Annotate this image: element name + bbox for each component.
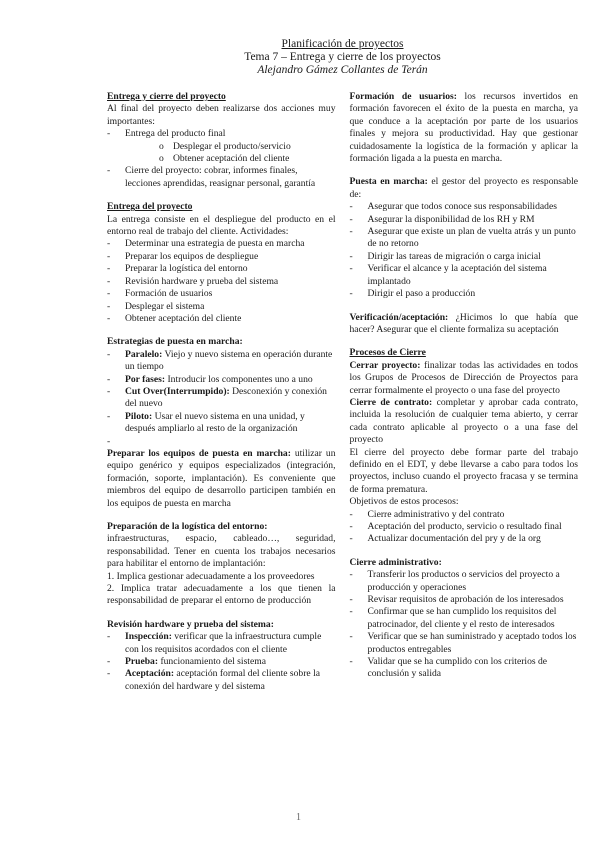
stray-dash: - [107, 435, 111, 447]
list-item: o Desplegar el producto/servicio [159, 141, 336, 153]
list-item: - Revisión hardware y prueba del sistema [107, 276, 336, 288]
list-item: - Desplegar el sistema [107, 301, 336, 313]
list-item: - Confirmar que se han cumplido los requisitos del patrocinador, del cliente y el resto de interesados [350, 606, 579, 631]
list-item: - Cierre del proyecto: cobrar, informes finales, lecciones aprendidas, reasignar personal, garantía [107, 165, 336, 190]
section-heading: Cierre administrativo: [349, 556, 442, 568]
list-item: - Entrega del producto final o Desplegar el producto/servicio o Obtener aceptación del cliente [107, 128, 336, 165]
list-item: - Aceptación: aceptación formal del cliente sobre la conexión del hardware y del sistema [107, 668, 336, 693]
bullet-list [107, 128, 336, 190]
bullet-list [350, 509, 579, 546]
list-item: - Cut Over(Interrumpido): Desconexión y conexión del nuevo [107, 386, 336, 411]
list-item: - Asegurar que todos conoce sus responsabilidades [350, 201, 579, 213]
two-column-body [107, 91, 578, 693]
paragraph: Formación de usuarios: los recursos invertidos en formación favorecen el éxito de la puesta en marcha, ya que conduce a la aceptación por parte de los usuarios finales y mejora su productividad. Hay que gestionar cuidadosamente la logística de la formación y aplicar la formación ligada a la puesta en marcha. [349, 91, 578, 165]
list-item: - Formación de usuarios [107, 288, 336, 300]
page-number: 1 [296, 812, 301, 823]
list-item: - Actualizar documentación del pry y de la org [350, 533, 579, 545]
right-column [350, 91, 579, 693]
paragraph: Cerrar proyecto: finalizar todas las actividades en todos los Grupos de Procesos de Dirección de Proyectos para cerrar formalmente el proyecto o una fase del proyecto [349, 359, 578, 396]
paragraph: Verificación/aceptación: ¿Hicimos lo que había que hacer? Asegurar que el cliente formaliza su aceptación [349, 311, 578, 335]
paragraph: Al final del proyecto deben realizarse dos acciones muy importantes: [107, 103, 336, 127]
list-item: - Obtener aceptación del cliente [107, 313, 336, 325]
list-item: - Preparar los equipos de despliegue [107, 251, 336, 263]
list-item: - Determinar una estrategia de puesta en marcha [107, 238, 336, 250]
list-item: - Dirigir el paso a producción [350, 288, 579, 300]
list-item: - Revisar requisitos de aprobación de los interesados [350, 594, 579, 606]
paragraph: Objetivos de estos procesos: [349, 496, 459, 508]
document-author: Alejandro Gámez Collantes de Terán [257, 64, 428, 76]
bullet-list [107, 238, 336, 325]
list-item: - Inspección: verificar que la infraestructura cumple con los requisitos acordados con el cliente [107, 631, 336, 656]
sub-list [125, 141, 336, 166]
list-item: - Aceptación del producto, servicio o resultado final [350, 521, 579, 533]
section-heading: Preparación de la logística del entorno: [107, 521, 268, 532]
list-item: - Piloto: Usar el nuevo sistema en una unidad, y después ampliarlo al resto de la organización [107, 411, 336, 436]
list-item: o Obtener aceptación del cliente [159, 153, 336, 165]
list-item: - Preparar la logística del entorno [107, 263, 336, 275]
left-column [107, 91, 336, 693]
document-title: Planificación de proyectos [281, 38, 404, 50]
paragraph: Cierre de contrato: completar y aprobar cada contrato, incluida la resolución de cualquier tema abierto, y cerrar cada contrato aplicable al proyecto o a una fase del proyecto [349, 396, 578, 446]
list-item: - Verificar el alcance y la aceptación del sistema implantado [350, 263, 579, 288]
list-item: - Asegurar que existe un plan de vuelta atrás y un punto de no retorno [350, 226, 579, 251]
list-item: - Cierre administrativo y del contrato [350, 509, 579, 521]
paragraph: 1. Implica gestionar adecuadamente a los proveedores [107, 570, 315, 582]
paragraph: Puesta en marcha: el gestor del proyecto es responsable de: [349, 176, 579, 200]
list-item: - Transferir los productos o servicios del proyecto a producción y operaciones [350, 569, 579, 594]
paragraph: Preparar los equipos de puesta en marcha: utilizar un equipo genérico y equipos especializados (integración, formación, soporte, implantación). Es conveniente que miembros del equipo de desarrollo participen también en los equipos de puesta en marcha [107, 447, 336, 509]
paragraph: El cierre del proyecto debe formar parte del trabajo definido en el EDT, y debe llevarse a cabo para todos los proyectos, incluso cuando el proyecto fracasa y se termina de forma prematura. [349, 446, 578, 495]
section-heading: Estrategias de puesta en marcha: [107, 336, 243, 348]
list-item: - Validar que se ha cumplido con los criterios de conclusión y salida [350, 656, 579, 681]
paragraph: La entrega consiste en el despliegue del producto en el entorno real de trabajo del cliente. Actividades: [107, 213, 336, 238]
list-item: - Por fases: Introducir los componentes uno a uno [107, 374, 336, 386]
list-item: - Prueba: funcionamiento del sistema [107, 656, 336, 668]
section-heading: Procesos de Cierre [349, 347, 426, 359]
section-heading: Entrega del proyecto [107, 201, 193, 213]
section-heading: Entrega y cierre del proyecto [107, 91, 226, 102]
section-heading: Revisión hardware y prueba del sistema: [107, 618, 274, 630]
list-item: - Paralelo: Viejo y nuevo sistema en operación durante un tiempo [107, 349, 336, 374]
paragraph: 2. Implica tratar adecuadamente a los que tienen la responsabilidad de preparar el entorno de producción [107, 583, 336, 607]
bullet-list [107, 631, 336, 693]
bullet-list [107, 349, 336, 436]
bullet-list [350, 569, 579, 681]
list-item: - Dirigir las tareas de migración o carga inicial [350, 251, 579, 263]
list-item: - Verificar que se han suministrado y aceptado todos los productos entregables [350, 631, 579, 656]
bullet-list [350, 201, 579, 300]
document-subtitle: Tema 7 – Entrega y cierre de los proyectos [244, 51, 441, 63]
paragraph: infraestructuras, espacio, cableado…, seguridad, responsabilidad. Tener en cuenta los trabajos necesarios para habilitar el entorno de implantación: [107, 533, 336, 570]
list-item: - Asegurar la disponibilidad de los RH y RM [350, 214, 579, 226]
document-header [107, 38, 578, 77]
